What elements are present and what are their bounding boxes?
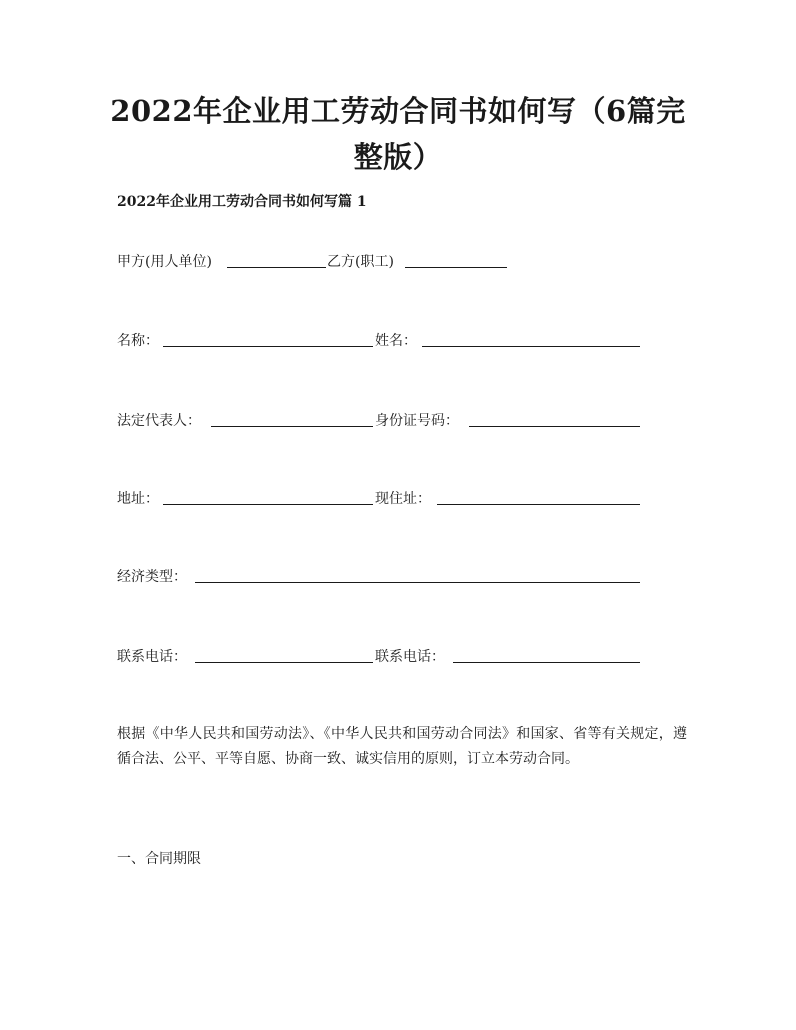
current-address-blank[interactable]	[437, 504, 640, 505]
person-name-blank[interactable]	[422, 346, 640, 347]
phone-a-blank[interactable]	[195, 662, 373, 663]
section-heading-contract-term: 一、合同期限	[117, 851, 201, 867]
person-name-label: 姓名：	[375, 333, 417, 349]
address-label: 地址：	[117, 491, 159, 507]
legal-rep-row	[117, 410, 640, 432]
legal-rep-label: 法定代表人：	[117, 413, 201, 429]
id-number-blank[interactable]	[469, 426, 640, 427]
preamble-paragraph: 根据《中华人民共和国劳动法》、《中华人民共和国劳动合同法》和国家、省等有关规定，遵循合法、公平、平等自愿、协商一致、诚实信用的原则，订立本劳动合同。	[117, 726, 687, 767]
address-blank[interactable]	[163, 504, 373, 505]
section-subtitle: 2022年企业用工劳动合同书如何写篇 1	[117, 194, 367, 210]
company-name-blank[interactable]	[163, 346, 373, 347]
id-number-label: 身份证号码：	[375, 413, 459, 429]
legal-rep-blank[interactable]	[211, 426, 373, 427]
document-title	[100, 88, 696, 180]
phone-b-blank[interactable]	[453, 662, 640, 663]
party-b-blank[interactable]	[405, 267, 507, 268]
company-name-label: 名称：	[117, 333, 159, 349]
party-b-label: 乙方(职工)	[327, 254, 394, 270]
economic-type-label: 经济类型：	[117, 569, 187, 585]
party-a-blank[interactable]	[227, 267, 326, 268]
address-row	[117, 488, 640, 510]
title-line-1: 2022年企业用工劳动合同书如何写（6篇完	[110, 94, 686, 128]
name-row	[117, 330, 640, 352]
party-a-label: 甲方(用人单位)	[117, 254, 212, 270]
phone-b-label: 联系电话：	[375, 649, 445, 665]
phone-a-label: 联系电话：	[117, 649, 187, 665]
phone-row	[117, 646, 640, 668]
economic-type-row	[117, 566, 640, 588]
current-address-label: 现住址：	[375, 491, 431, 507]
economic-type-blank[interactable]	[195, 582, 640, 583]
title-line-2: 整版）	[353, 140, 443, 174]
party-row	[117, 251, 640, 273]
